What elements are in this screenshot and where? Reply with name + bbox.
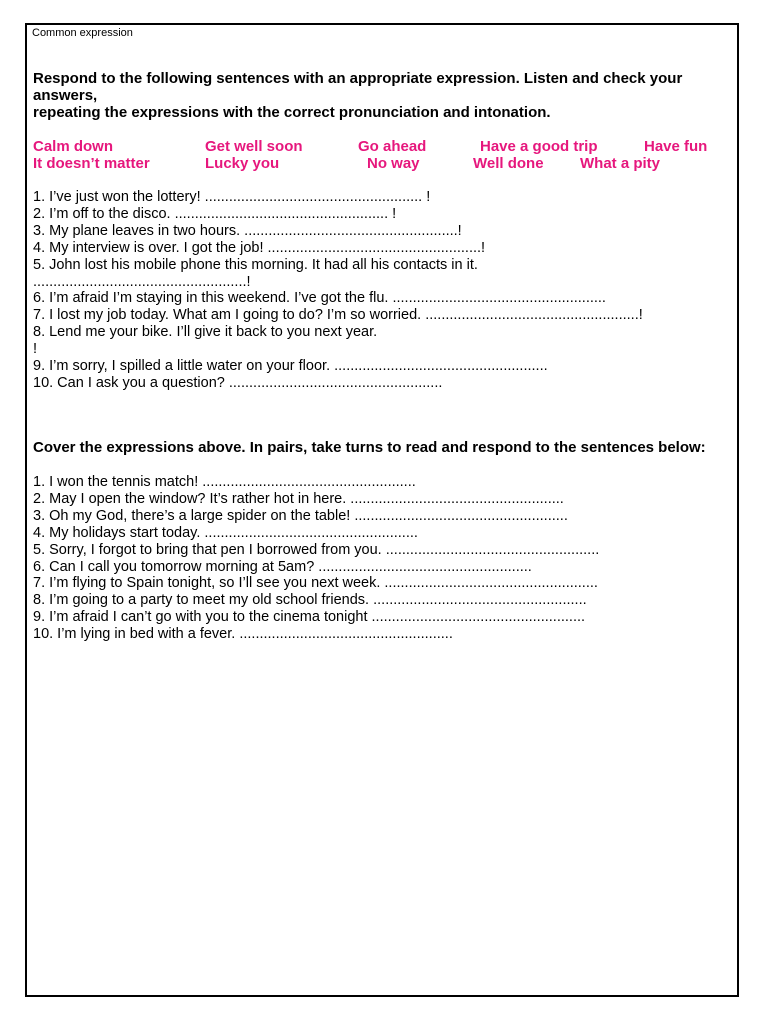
expression-no-way: No way (367, 155, 420, 172)
sentence-item: 1. I’ve just won the lottery! ...................................................... ! (33, 189, 431, 205)
expression-calm-down: Calm down (33, 138, 114, 155)
sentence-item: 8. I’m going to a party to meet my old school friends. ..................................................... (33, 592, 587, 609)
sentence-item: 5. Sorry, I forgot to bring that pen I borrowed from you. ..................................................... (33, 541, 600, 558)
sentence-item: .....................................................! (33, 273, 251, 290)
sentence-item: 4. My interview is over. I got the job! .....................................................! (33, 239, 486, 256)
sentence-item: 10. I’m lying in bed with a fever. ..................................................... (33, 626, 453, 643)
sentence-item: 4. My holidays start today. ..................................................... (33, 524, 418, 541)
expression-well-done: Well done (473, 155, 544, 172)
sentence-item: 9. I’m sorry, I spilled a little water on your floor. ..................................................... (33, 358, 548, 375)
expression-what-a-pity: What a pity (580, 155, 661, 172)
instruction-line-2: repeating the expressions with the correct pronunciation and intonation. (33, 104, 551, 121)
sentence-item: 10. Can I ask you a question? ..................................................... (33, 374, 443, 391)
expression-have-fun: Have fun (644, 138, 708, 155)
sentence-item: 9. I’m afraid I can’t go with you to the cinema tonight ..................................................... (33, 609, 586, 626)
section1-instruction (33, 70, 733, 121)
sentence-item: 2. May I open the window? It’s rather hot in here. ..................................................... (33, 490, 564, 507)
sentence-item: ! (33, 341, 38, 358)
sentence-item: 6. Can I call you tomorrow morning at 5am? ..................................................... (33, 558, 532, 575)
section2-sentence-list (33, 474, 733, 643)
sentence-item: 5. John lost his mobile phone this morning. It had all his contacts in it. (33, 256, 478, 273)
sentence-item: 3. My plane leaves in two hours. .....................................................! (33, 222, 462, 239)
section1-sentence-list (33, 189, 733, 392)
instruction-line-1: Respond to the following sentences with an appropriate expression. Listen and check your answers, (33, 70, 683, 104)
expression-it-doesnt-matter: It doesn’t matter (33, 155, 150, 172)
expression-go-ahead: Go ahead (358, 138, 427, 155)
sentence-item: 2. I’m off to the disco. ..................................................... ! (33, 205, 397, 222)
section2-instruction: Cover the expressions above. In pairs, take turns to read and respond to the sentences below: (33, 439, 706, 456)
sentence-item: 8. Lend me your bike. I’ll give it back to you next year. (33, 324, 378, 341)
sentence-item: 3. Oh my God, there’s a large spider on the table! ..................................................... (33, 507, 568, 524)
expression-get-well-soon: Get well soon (205, 138, 303, 155)
sentence-item: 6. I’m afraid I’m staying in this weekend. I’ve got the flu. ..................................................... (33, 290, 606, 307)
expression-lucky-you: Lucky you (205, 155, 280, 172)
sentence-item: 7. I lost my job today. What am I going to do? I’m so worried. .....................................................! (33, 307, 643, 324)
expression-have-a-good-trip: Have a good trip (480, 138, 598, 155)
document-header: Common expression (32, 27, 133, 39)
sentence-item: 1. I won the tennis match! ..................................................... (33, 474, 416, 490)
sentence-item: 7. I’m flying to Spain tonight, so I’ll see you next week. ..................................................... (33, 575, 598, 592)
